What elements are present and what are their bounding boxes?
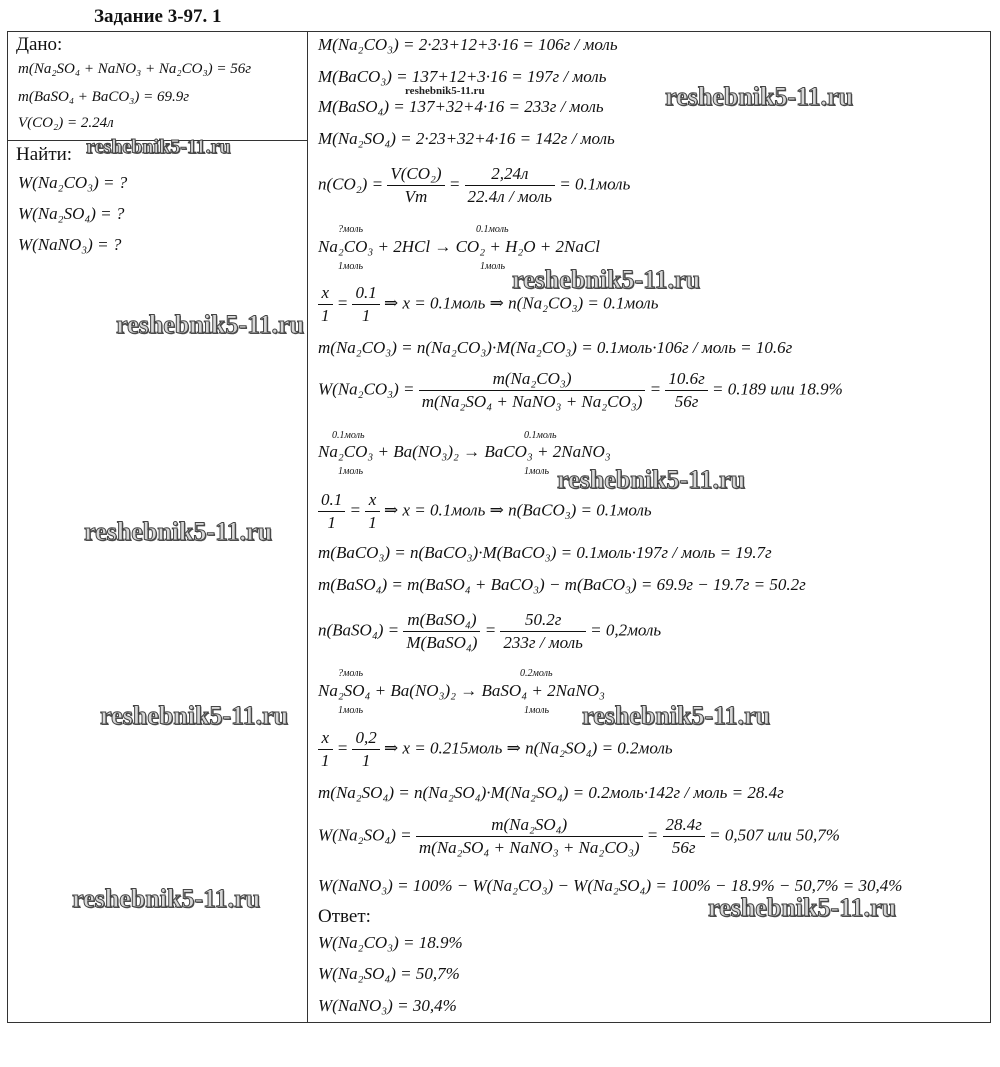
reaction3-bottom-right: 1моль (524, 705, 550, 716)
reaction1-bottom-left: 1моль (338, 261, 364, 272)
fraction: $\frac{\text{V(CO₂)}}{Vm}$ (387, 163, 444, 208)
watermark: reshebnik5-11.ru (84, 517, 273, 546)
mass-baso4: m(BaSO₄) = m(BaSO₄ + BaCO₃) − m(BaCO₃) = 69.9г − 19.7г = 50.2г (318, 575, 806, 594)
reaction3-bottom-left: 1моль (338, 705, 364, 716)
proportion-1: $\frac{x}{1}$ = $\frac{0.1}{1}$ ⇒ x = 0.1моль ⇒ n(Na₂CO₃) = 0.1моль (318, 282, 658, 327)
watermark-small: reshebnik5-11.ru (405, 85, 485, 97)
watermark: reshebnik5-11.ru (708, 893, 897, 922)
find-w-nano3: W(NaNO₃) = ? (18, 235, 122, 254)
find-w-na2so4: W(Na₂SO₄) = ? (18, 204, 125, 223)
watermark: reshebnik5-11.ru (512, 265, 701, 294)
molar-mass-baso4: M(BaSO₄) = 137+32+4·16 = 233г / моль (318, 97, 604, 116)
w-na2so4-equation: W(Na₂SO₄) = $\frac{\text{m(Na₂SO₄)}}{\text{m(Na₂SO₄ + NaNO₃ + Na₂CO₃)}}$ = $\frac{28.4г}{56г}$ = 0,507 или 50,7% (318, 815, 840, 857)
watermark: reshebnik5-11.ru (72, 884, 261, 913)
answer-label: Ответ: (318, 906, 371, 927)
reaction1-top-left: ?моль (338, 224, 364, 235)
reaction3-top-left: ?моль (338, 668, 364, 679)
reaction3-top-right: 0.2моль (520, 668, 553, 679)
given-mass-precipitate: m(BaSO₄ + BaCO₃) = 69.9г (18, 89, 190, 105)
task-title: Задание 3-97. 1 (94, 6, 222, 27)
given-volume-co2: V(CO₂) = 2.24л (18, 115, 114, 131)
proportion-2: $\frac{0.1}{1}$ = $\frac{x}{1}$ ⇒ x = 0.1моль ⇒ n(BaCO₃) = 0.1моль (318, 489, 652, 534)
reaction2-top-left: 0.1моль (332, 430, 365, 441)
given-label: Дано: (16, 34, 63, 55)
reaction-2: Na₂CO₃ + Ba(NO₃)₂ → BaCO₃ + 2NaNO₃ (318, 442, 611, 461)
reaction2-bottom-left: 1моль (338, 466, 364, 477)
answer-w-nano3: W(NaNO₃) = 30,4% (318, 996, 457, 1015)
proportion-3: $\frac{x}{1}$ = $\frac{0,2}{1}$ ⇒ x = 0.215моль ⇒ n(Na₂SO₄) = 0.2моль (318, 727, 673, 772)
w-na2co3-equation: W(Na₂CO₃) = $\frac{\text{m(Na₂CO₃)}}{\text{m(Na₂SO₄ + NaNO₃ + Na₂CO₃)}}$ = $\frac{10.6г}{56г}$ = 0.189 или 18.9% (318, 369, 843, 411)
w-nano3: W(NaNO₃) = 100% − W(Na₂CO₃) − W(Na₂SO₄) = 100% − 18.9% − 50,7% = 30,4% (318, 876, 903, 895)
moles-co2-equation: n(CO₂) = $\frac{\text{V(CO₂)}}{Vm}$ = $\frac{2,24л}{\text{22.4л / моль}}$ = 0.1моль (318, 164, 631, 206)
watermark: reshebnik5-11.ru (557, 465, 746, 494)
reaction1-bottom-right: 1моль (480, 261, 506, 272)
reaction2-top-right: 0.1моль (524, 430, 557, 441)
watermark: reshebnik5-11.ru (665, 82, 854, 111)
find-w-na2co3: W(Na₂CO₃) = ? (18, 173, 128, 192)
watermark: reshebnik5-11.ru (582, 701, 771, 730)
molar-mass-na2co3: M(Na₂CO₃) = 2·23+12+3·16 = 106г / моль (318, 35, 618, 54)
given-mass-mixture: m(Na₂SO₄ + NaNO₃ + Na₂CO₃) = 56г (18, 61, 252, 77)
reaction2-bottom-right: 1моль (524, 466, 550, 477)
watermark: reshebnik5-11.ru (100, 701, 289, 730)
mass-na2so4: m(Na₂SO₄) = n(Na₂SO₄)·M(Na₂SO₄) = 0.2моль·142г / моль = 28.4г (318, 783, 784, 802)
molar-mass-na2so4: M(Na₂SO₄) = 2·23+32+4·16 = 142г / моль (318, 129, 615, 148)
reaction1-top-right: 0.1моль (476, 224, 509, 235)
watermark: reshebnik5-11.ru (116, 310, 305, 339)
answer-w-na2co3: W(Na₂CO₃) = 18.9% (318, 933, 463, 952)
molar-mass-baco3: M(BaCO₃) = 137+12+3·16 = 197г / моль (318, 67, 607, 86)
reaction-3: Na₂SO₄ + Ba(NO₃)₂ → BaSO₄ + 2NaNO₃ (318, 681, 605, 700)
mass-na2co3: m(Na₂CO₃) = n(Na₂CO₃)·M(Na₂CO₃) = 0.1моль·106г / моль = 10.6г (318, 338, 793, 357)
moles-baso4-equation: n(BaSO₄) = $\frac{\text{m(BaSO₄)}}{\text{M(BaSO₄)}}$ = $\frac{50.2г}{\text{233г / моль}}$ = 0,2моль (318, 610, 662, 652)
find-label: Найти: (16, 144, 73, 165)
answer-w-na2so4: W(Na₂SO₄) = 50,7% (318, 964, 460, 983)
fraction: $\frac{2,24л}{\text{22.4л / моль}}$ (465, 163, 555, 208)
column-divider (307, 31, 308, 1023)
watermark: reshebnik5-11.ru (86, 136, 231, 158)
reaction-1: Na₂CO₃ + 2HCl → CO₂ + H₂O + 2NaCl (318, 237, 600, 256)
mass-baco3: m(BaCO₃) = n(BaCO₃)·M(BaCO₃) = 0.1моль·197г / моль = 19.7г (318, 543, 772, 562)
